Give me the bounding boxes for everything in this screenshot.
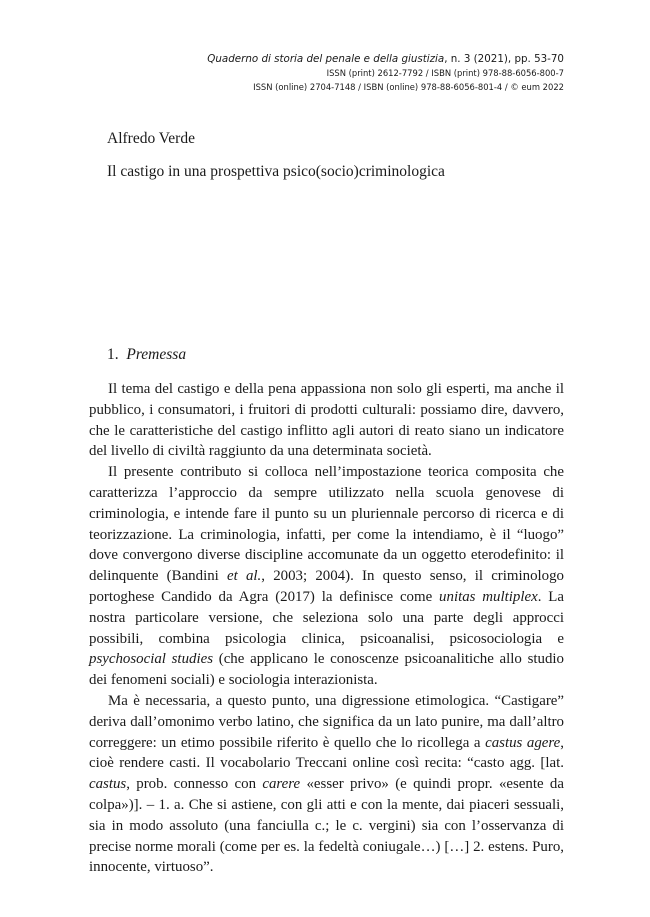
section-name: Premessa: [126, 346, 187, 363]
journal-issue: , n. 3 (2021), pp. 53-70: [444, 53, 564, 65]
paragraph: Il tema del castigo e della pena appassiona non solo gli esperti, ma anche il pubblico, i consumatori, i fruitori di prodotti culturali: possiamo dire, davvero, che le caratteristiche del castigo inflitto agli autori di reato siano un indicatore del livello di civiltà raggiunto da una determinata società.: [89, 381, 564, 460]
body-text: [89, 379, 564, 878]
paragraph: Ma è necessaria, a questo punto, una digressione etimologica. “Castigare” deriva dall’omonimo verbo latino, che significa da un lato punire, ma dall’altro correggere: un etimo possibile riferito è quello che lo ricollega a castus agere, cioè rendere casti. Il vocabolario Treccani online così recita: “casto agg. [lat. castus, prob. connesso con carere «esser privo» (e quindi propr. «esente da colpa»)]. – 1. a. Che si astiene, con gli atti e con la mente, dai piaceri sessuali, sia in modo assoluto (una fanciulla c.; le c. vergini) sia con l’osservanza di precise norme morali (come per es. la fedeltà coniugale…) […] 2. estens. Puro, innocente, virtuoso”.: [89, 692, 564, 876]
section-heading: [107, 346, 186, 364]
paragraph: Il presente contributo si colloca nell’impostazione teorica composita che caratterizza l’approccio da sempre utilizzato nella scuola genovese di criminologia, e intende fare il punto su un pluriennale percorso di ricerca e di teorizzazione. La criminologia, infatti, per come la intendiamo, è il “luogo” dove convergono diverse discipline accomunate da un oggetto eterodefinito: il delinquente (Bandini et al., 2003; 2004). In questo senso, il criminologo portoghese Candido da Agra (2017) la definisce come unitas multiplex. La nostra particolare versione, che seleziona solo una parte degli approcci possibili, combina psicologia clinica, psicoanalisi, psicosociologia e psychosocial studies (che applicano le conoscenze psicoanalitiche allo studio dei fenomeni sociali) e sociologia interazionista.: [89, 464, 564, 689]
journal-citation: [207, 52, 564, 67]
section-number: 1.: [107, 346, 119, 363]
article-title: Il castigo in una prospettiva psico(socio)criminologica: [107, 163, 445, 180]
issn-print: ISSN (print) 2612-7792 / ISBN (print) 978-88-6056-800-7: [326, 68, 564, 78]
journal-name: Quaderno di storia del penale e della giustizia: [207, 53, 445, 65]
article-author: Alfredo Verde: [107, 130, 195, 147]
running-header: [207, 52, 564, 94]
issn-online: ISSN (online) 2704-7148 / ISBN (online) 978-88-6056-801-4 / © eum 2022: [253, 81, 564, 92]
